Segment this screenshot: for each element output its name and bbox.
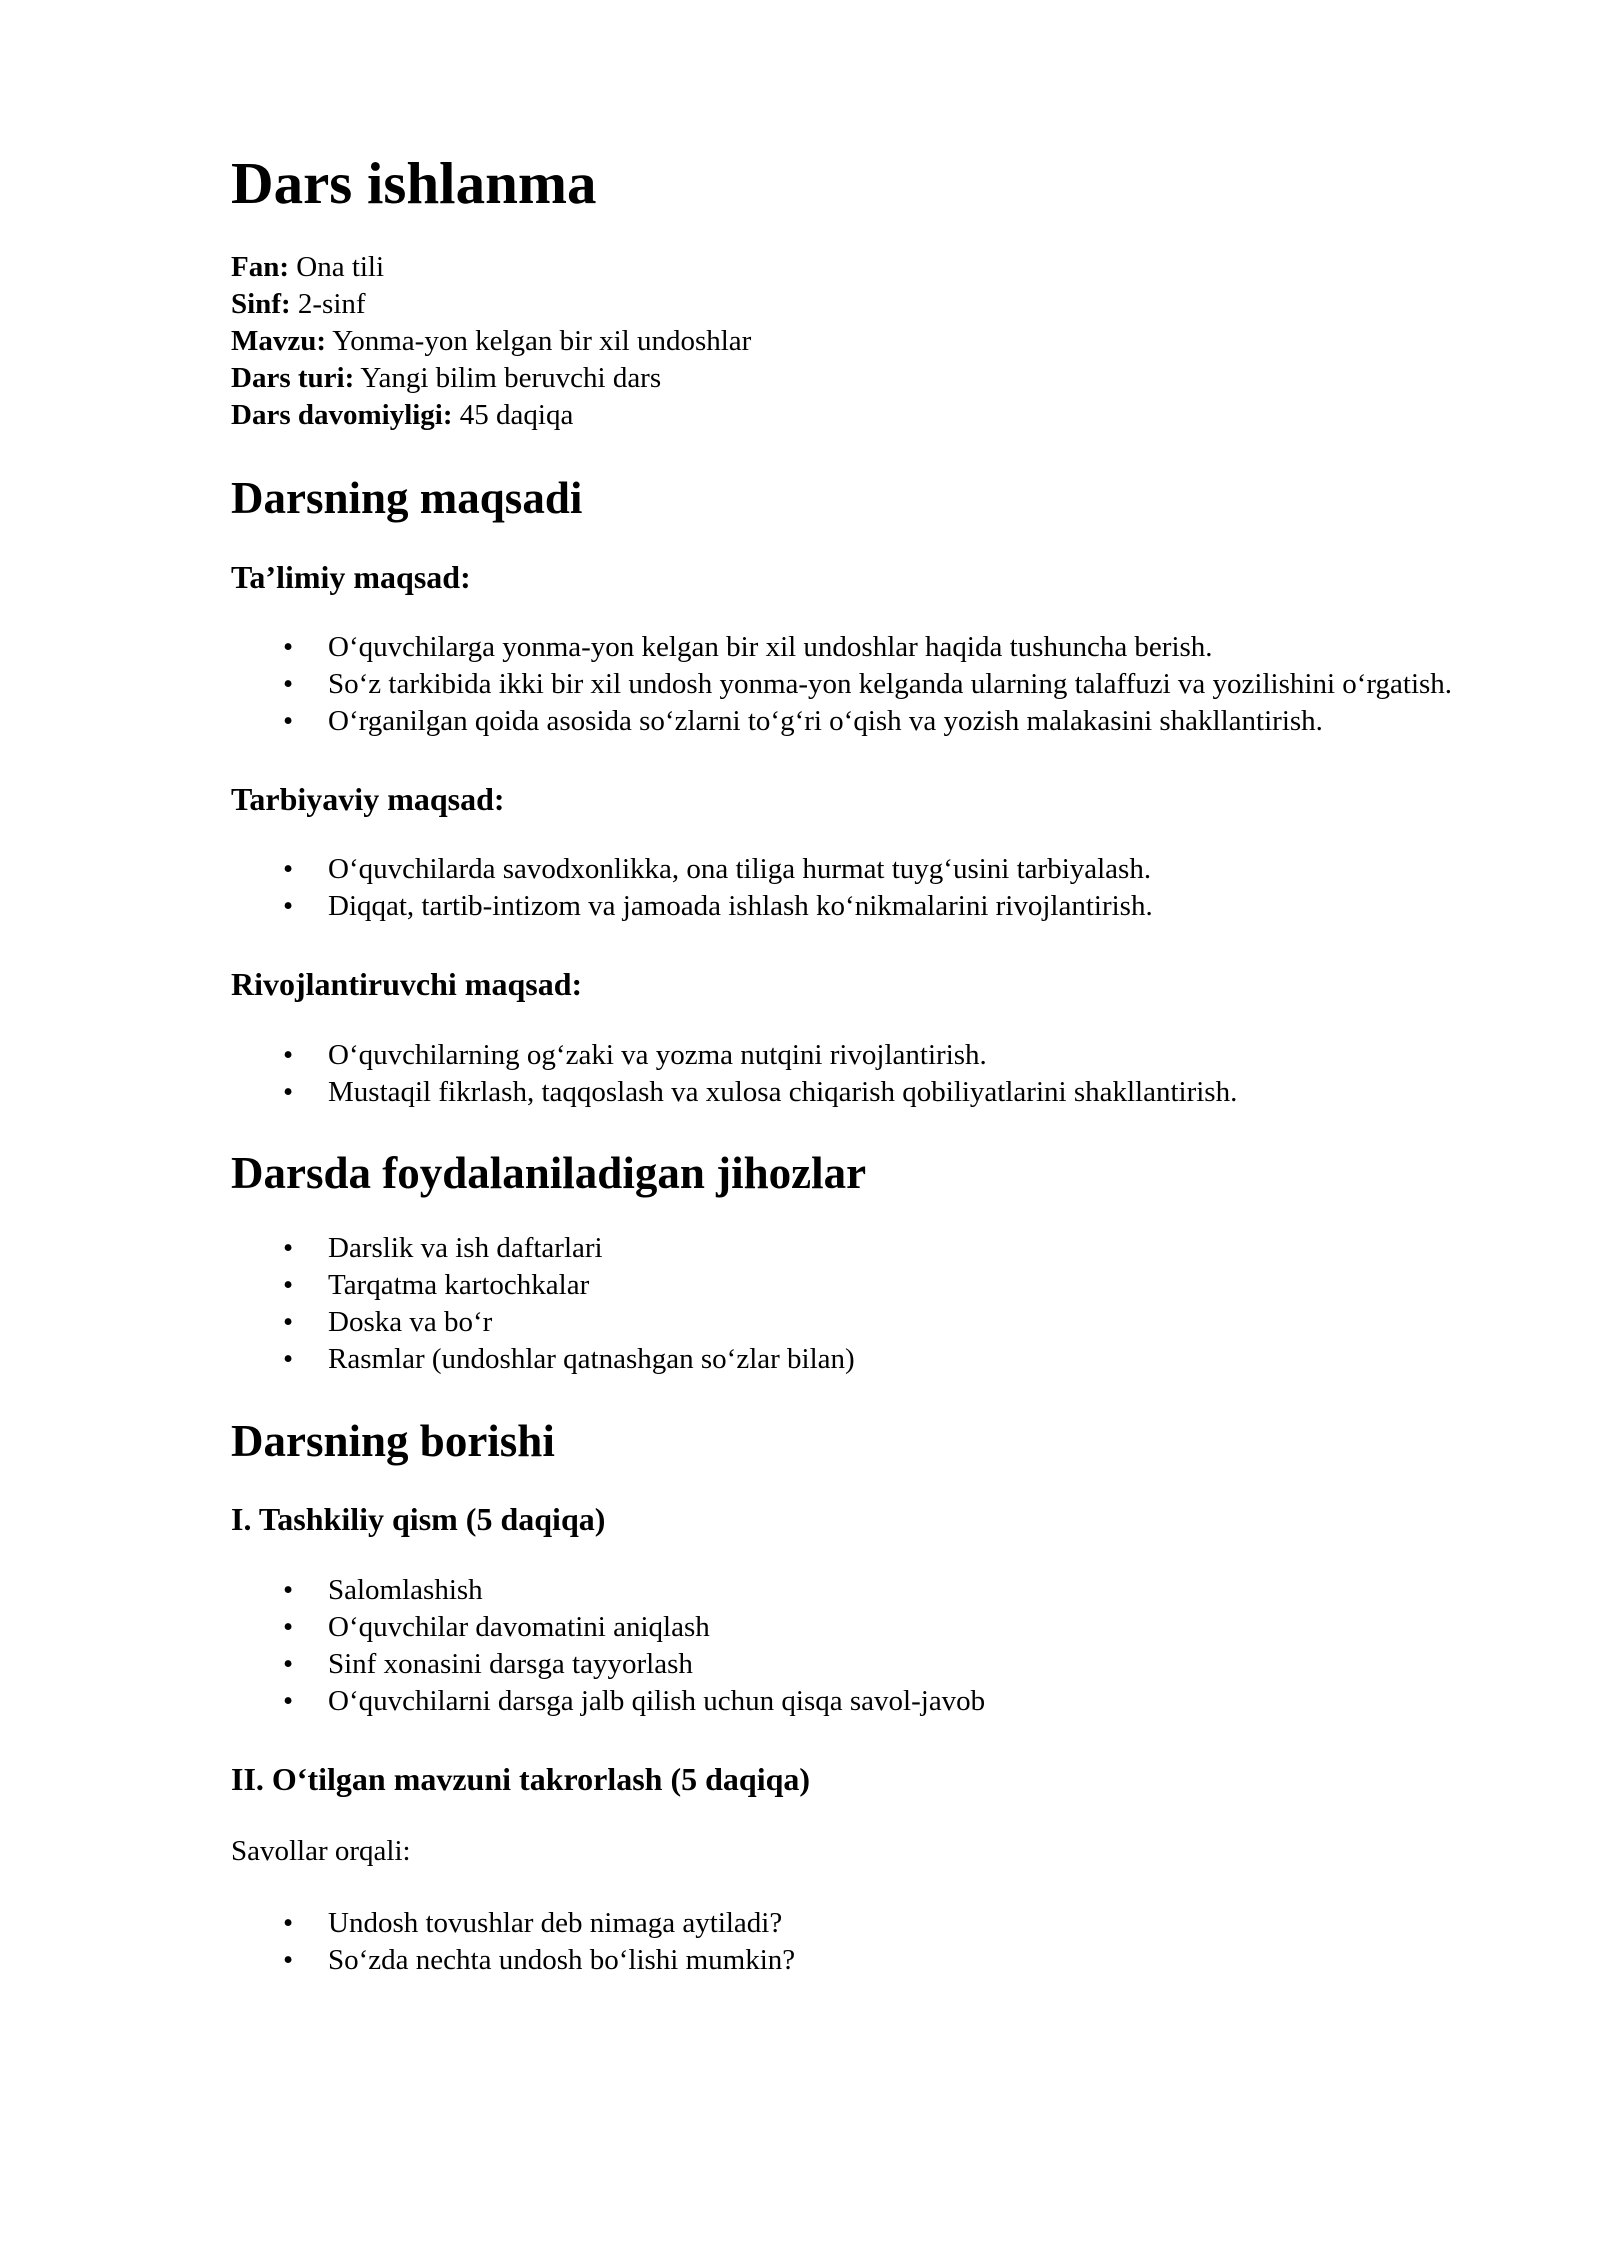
meta-row-mavzu: [231, 323, 1461, 360]
meta-value: Ona tili: [289, 250, 385, 283]
meta-row-dars-turi: [231, 360, 1461, 397]
section-heading-jihozlar: Darsda foydalaniladigan jihozlar: [231, 1147, 867, 1198]
list-item: • Tarqatma kartochkalar: [231, 1267, 1461, 1304]
meta-key: Dars davomiyligi:: [231, 398, 453, 431]
meta-key: Mavzu:: [231, 324, 327, 357]
list-tashkiliy: [231, 1572, 1461, 1720]
page-title: Dars ishlanma: [231, 150, 597, 216]
subheading-tarbiyaviy: Tarbiyaviy maqsad:: [231, 780, 505, 817]
list-talimiy: [231, 629, 1461, 740]
meta-value: Yonma-yon kelgan bir xil undoshlar: [326, 324, 752, 357]
list-jihozlar: [231, 1230, 1461, 1378]
section-heading-maqsad: Darsning maqsadi: [231, 472, 583, 523]
subheading-tashkiliy: I. Tashkiliy qism (5 daqiqa): [231, 1501, 606, 1538]
meta-key: Sinf:: [231, 287, 291, 320]
list-item: • O‘quvchilarda savodxonlikka, ona tiliga hurmat tuyg‘usini tarbiyalash.: [231, 851, 1461, 888]
list-item: • So‘zda nechta undosh bo‘lishi mumkin?: [231, 1942, 1461, 1979]
list-item: • O‘quvchilarning og‘zaki va yozma nutqini rivojlantirish.: [231, 1037, 1461, 1074]
subheading-rivojlantiruvchi: Rivojlantiruvchi maqsad:: [231, 966, 583, 1003]
list-item: • Undosh tovushlar deb nimaga aytiladi?: [231, 1905, 1461, 1942]
section-heading-borishi: Darsning borishi: [231, 1415, 555, 1466]
list-item: • Mustaqil fikrlash, taqqoslash va xulosa chiqarish qobiliyatlarini shakllantirish.: [231, 1074, 1461, 1111]
meta-value: Yangi bilim beruvchi dars: [354, 361, 662, 394]
meta-key: Dars turi:: [231, 361, 355, 394]
list-item: • Doska va bo‘r: [231, 1304, 1461, 1341]
list-takrorlash: [231, 1905, 1461, 1979]
meta-row-davomiyligi: [231, 397, 1461, 434]
list-item: • Diqqat, tartib-intizom va jamoada ishlash ko‘nikmalarini rivojlantirish.: [231, 888, 1461, 925]
meta-value: 45 daqiqa: [452, 398, 574, 431]
list-item: • Salomlashish: [231, 1572, 1461, 1609]
list-item: • Sinf xonasini darsga tayyorlash: [231, 1646, 1461, 1683]
lesson-meta: [231, 249, 1461, 434]
list-item: • O‘quvchilar davomatini aniqlash: [231, 1609, 1461, 1646]
list-tarbiyaviy: [231, 851, 1461, 925]
meta-value: 2-sinf: [290, 287, 366, 320]
paragraph-intro: Savollar orqali:: [231, 1835, 411, 1868]
document-page: [231, 150, 1461, 1979]
meta-row-sinf: [231, 286, 1461, 323]
list-rivojlantiruvchi: [231, 1037, 1461, 1111]
subheading-takrorlash: II. O‘tilgan mavzuni takrorlash (5 daqiqa): [231, 1760, 811, 1797]
list-item: • Darslik va ish daftarlari: [231, 1230, 1461, 1267]
list-item: • O‘quvchilarni darsga jalb qilish uchun qisqa savol-javob: [231, 1683, 1461, 1720]
meta-row-fan: [231, 249, 1461, 286]
list-item: • Rasmlar (undoshlar qatnashgan so‘zlar bilan): [231, 1341, 1461, 1378]
list-item: • O‘rganilgan qoida asosida so‘zlarni to‘g‘ri o‘qish va yozish malakasini shakllantirish.: [231, 703, 1461, 740]
meta-key: Fan:: [231, 250, 289, 283]
subheading-talimiy: Ta’limiy maqsad:: [231, 558, 471, 595]
list-item: • So‘z tarkibida ikki bir xil undosh yonma-yon kelganda ularning talaffuzi va yozilishini o‘rgatish.: [231, 666, 1461, 703]
list-item: • O‘quvchilarga yonma-yon kelgan bir xil undoshlar haqida tushuncha berish.: [231, 629, 1461, 666]
